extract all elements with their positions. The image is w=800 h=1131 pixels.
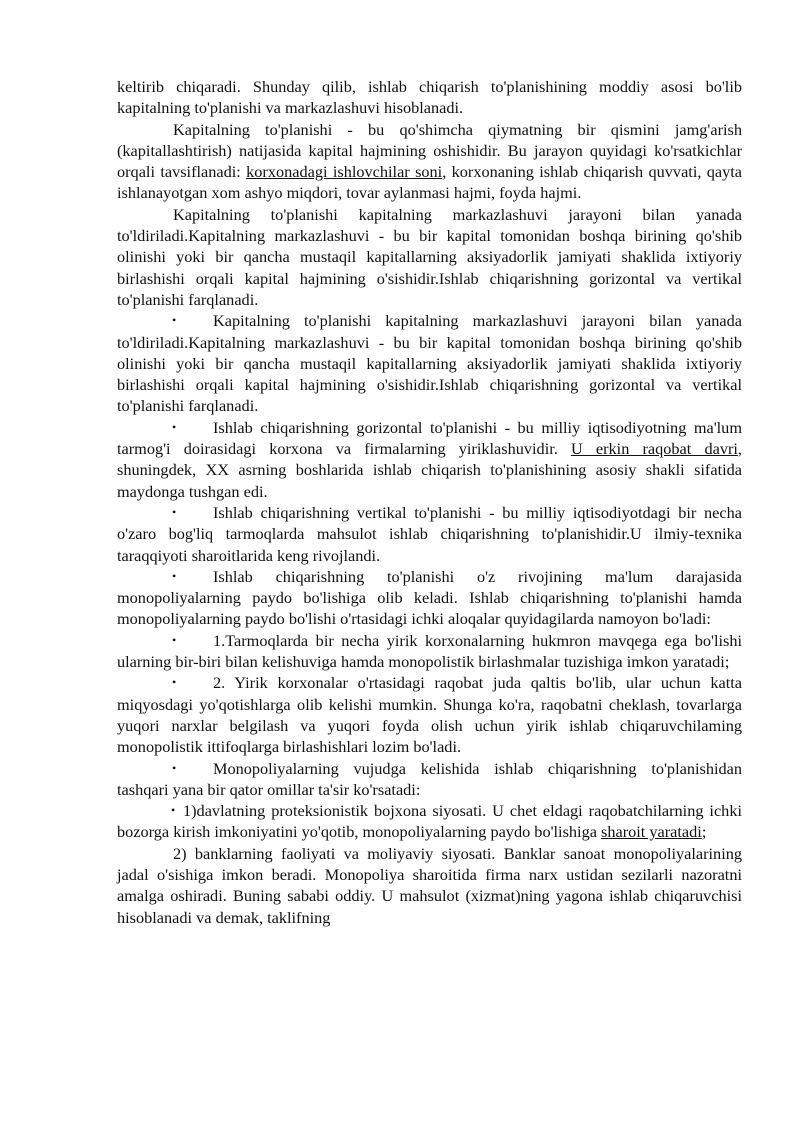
text-run: keltirib chiqaradi. Shunday qilib, ishlab chiqarish to'planishining moddiy asosi bo'lib kapitalning to'planishi va markazlashuvi hisoblanadi. xyxy=(117,77,742,118)
paragraph-1 xyxy=(117,119,742,204)
bullet-paragraph-4 xyxy=(117,417,742,502)
bullet-paragraph-9 xyxy=(117,758,742,801)
bullet-icon: • xyxy=(172,313,177,328)
text-run: Ishlab chiqarishning vertikal to'planishi - bu milliy iqtisodiyotdagi bir necha o'zaro bog'liq tarmoqlarda mahsulot ishlab chiqarishning to'planishidir.U ilmiy-texnika taraqqiyoti sharoitlarida keng rivojlandi. xyxy=(117,502,742,565)
bullet-paragraph-6 xyxy=(117,566,742,630)
bullet-paragraph-3 xyxy=(117,310,742,416)
text-run: 2. Yirik korxonalar o'rtasidagi raqobat juda qaltis bo'lib, ular uchun katta miqyosdagi yo'qotishlarga olib kelishi mumkin. Shunga ko'ra, raqobatni cheklash, tovarlarga yuqori narxlar belgilash va yuqori foyda olish uchun yirik ishlab chiqaruvchilaming monopolistik ittifoqlarga birlashishlari lozim bo'ladi. xyxy=(117,673,742,757)
underlined-text: korxonadagi ishlovchilar soni xyxy=(246,162,443,182)
bullet-icon: • xyxy=(171,803,176,818)
bullet-icon: • xyxy=(172,675,177,690)
text-run: Ishlab chiqarishning gorizontal to'planishi - bu milliy iqtisodiyotning ma'lum tarmog'i doirasidagi korxona va firmalarning yiriklashuvidir. xyxy=(117,417,742,459)
text-run: 2) banklarning faoliyati va moliyaviy siyosati. Banklar sanoat monopoliyalarining jadal o'sishiga imkon beradi. Monopoliya sharoitida firma narx ustidan sezilarli nazoratni amalga oshiradi. Buning sababi oddiy. U mahsulot (xizmat)ning yagona ishlab chiqaruvchisi hisoblanadi va demak, taklifning xyxy=(117,843,742,927)
text-run: Kapitalning to'planishi kapitalning markazlashuvi jarayoni bilan yanada to'ldiriladi.Kapitalning markazlashuvi - bu bir kapital tomonidan boshqa birining qo'shib olinishi yoki bir qancha mustaqil kapitallarning aksiyadorlik jamiyati shaklida ixtiyoriy birlashishi orqali kapital hajmining o'sishidir.Ishlab chiqarishning gorizontal va vertikal to'planishi farqlanadi. xyxy=(117,311,742,416)
bullet-icon: • xyxy=(172,568,177,583)
bullet-icon: • xyxy=(172,504,177,519)
bullet-paragraph-7 xyxy=(117,630,742,673)
underlined-text: sharoit yaratadi xyxy=(601,822,702,842)
bullet-paragraph-10 xyxy=(117,800,742,843)
paragraph-11 xyxy=(117,843,742,928)
document-page xyxy=(117,76,742,928)
bullet-paragraph-5 xyxy=(117,502,742,566)
bullet-icon: • xyxy=(172,632,177,647)
text-run: , shuningdek, XX asrning boshlarida ishlab chiqarish to'planishining asosiy shakli sifatida maydonga tushgan edi. xyxy=(117,439,742,501)
bullet-icon: • xyxy=(172,760,177,775)
paragraph-2 xyxy=(117,204,742,310)
text-run: Ishlab chiqarishning to'planishi o'z rivojining ma'lum darajasida monopoliyalarning paydo bo'lishiga olib keladi. Ishlab chiqarishning to'planishi hamda monopoliyalarning paydo bo'lishi o'rtasidagi ichki aloqalar quyidagilarda namoyon bo'ladi: xyxy=(117,566,742,629)
text-run: 1)davlatning proteksionistik bojxona siyosati. U chet eldagi raqobatchilarning ichki bozorga kirish imkoniyatini yo'qotib, monopoliyalarning paydo bo'lishiga xyxy=(117,801,742,842)
bullet-icon: • xyxy=(172,419,177,434)
text-run: Kapitalning to'planishi kapitalning markazlashuvi jarayoni bilan yanada to'ldiriladi.Kapitalning markazlashuvi - bu bir kapital tomonidan boshqa birining qo'shib olinishi yoki bir qancha mustaqil kapitallarning aksiyadorlik jamiyati shaklida ixtiyoriy birlashishi orqali kapital hajmining o'sishidir.Ishlab chiqarishning gorizontal va vertikal to'planishi farqlanadi. xyxy=(117,204,742,309)
underlined-text: U erkin raqobat davri xyxy=(570,439,738,459)
text-run: Kapitalning to'planishi - bu qo'shimcha qiymatning bir qismini jamg'arish (kapitallashtirish) natijasida kapital hajmining oshishidir. Bu jarayon quyidagi ko'rsatkichlar orqali tavsiflanadi: xyxy=(117,119,742,182)
text-run: ; xyxy=(701,822,707,842)
text-run: , korxonaning ishlab chiqarish quvvati, qayta ishlanayotgan xom ashyo miqdori, tovar aylanmasi hajmi, foyda hajmi. xyxy=(117,162,743,203)
text-run: 1.Tarmoqlarda bir necha yirik korxonalarning hukmron mavqega ega bo'lishi ularning bir-biri bilan kelishuviga hamda monopolistik birlashmalar tuzishiga imkon yaratadi; xyxy=(117,630,742,672)
paragraph-0 xyxy=(117,76,742,119)
text-run: Monopoliyalarning vujudga kelishida ishlab chiqarishning to'planishidan tashqari yana bir qator omillar ta'sir ko'rsatadi: xyxy=(117,758,742,799)
bullet-paragraph-8 xyxy=(117,672,742,757)
